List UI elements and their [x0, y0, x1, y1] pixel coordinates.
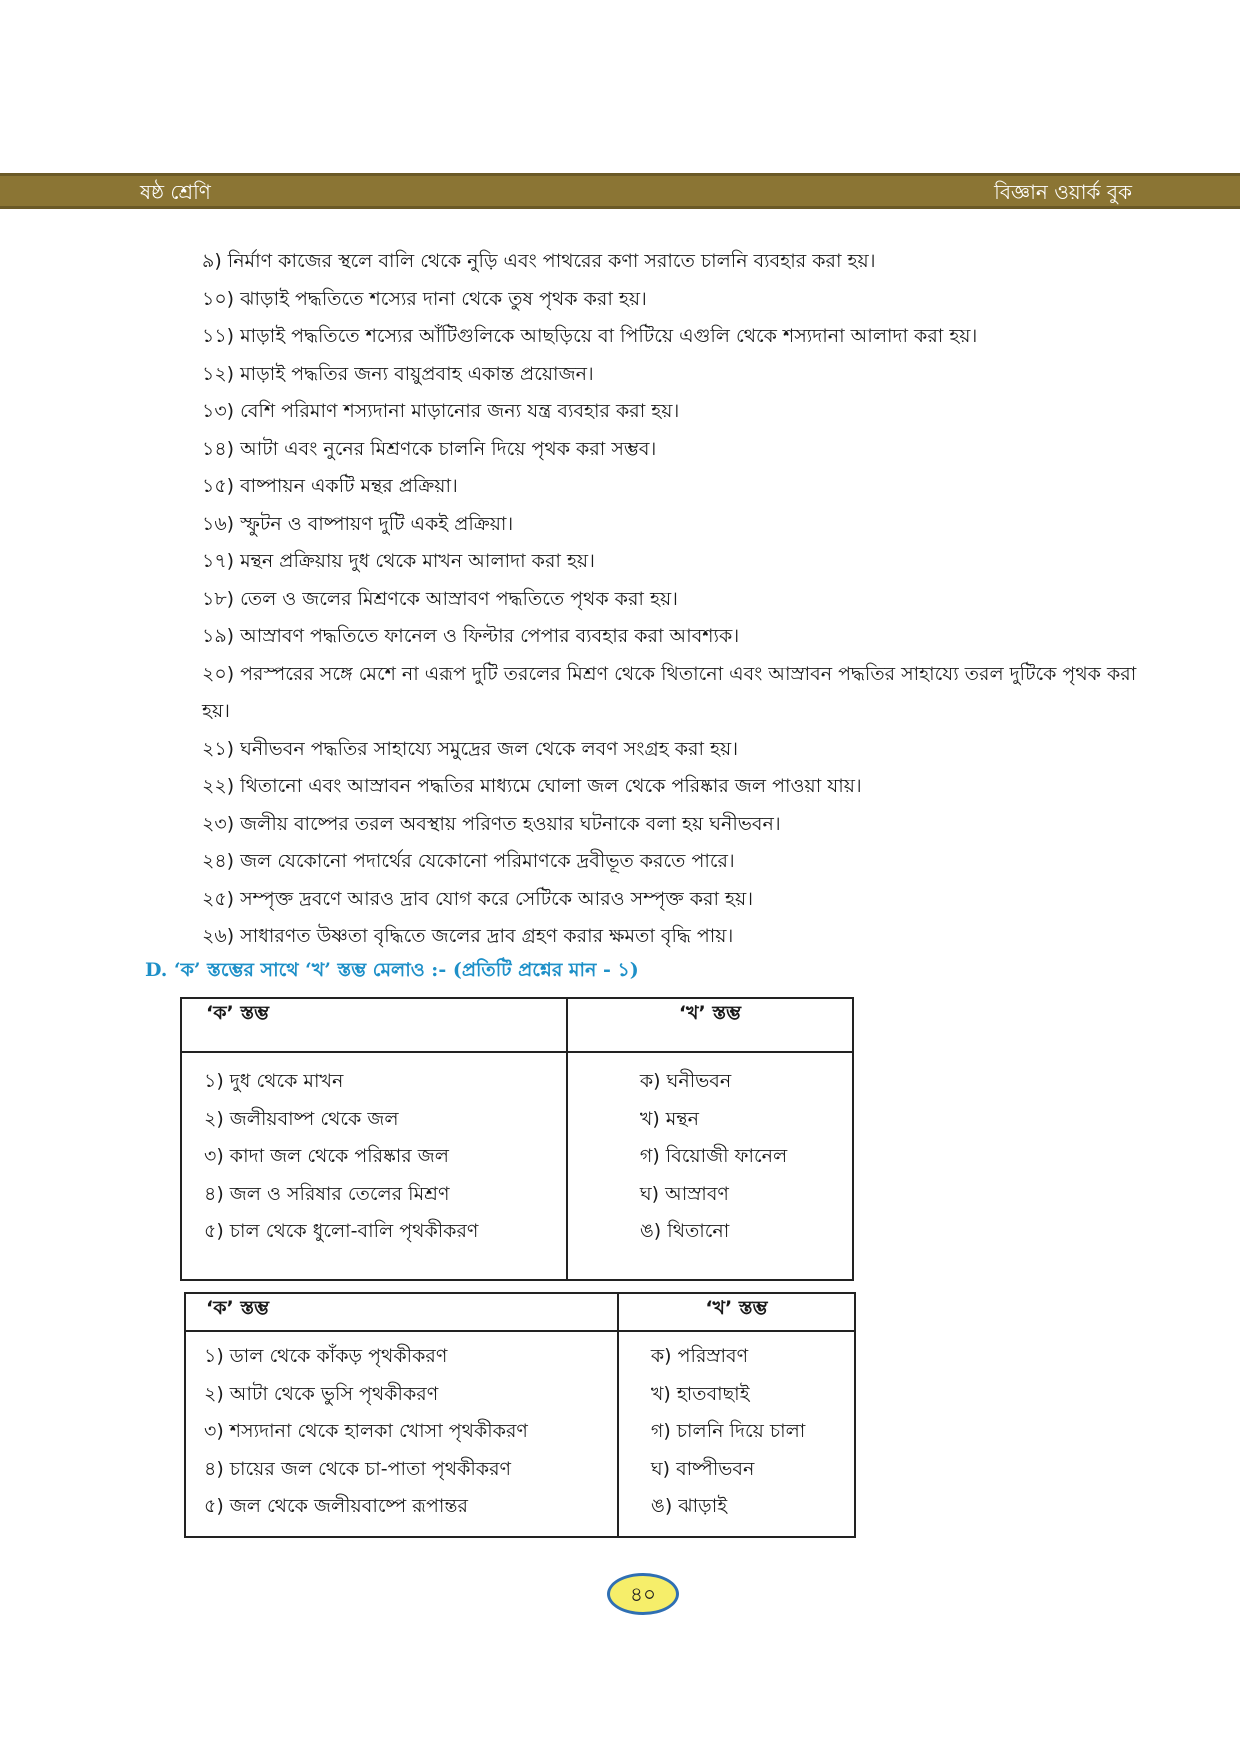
- statement-item: ২৬) সাধারণত উষ্ণতা বৃদ্ধিতে জলের দ্রাব গ্রহণ করার ক্ষমতা বৃদ্ধি পায়।: [202, 925, 734, 947]
- statement-item: ১৬) স্ফুটন ও বাষ্পায়ণ দুটি একই প্রক্রিয়া।: [202, 512, 514, 535]
- match-table-1: [180, 997, 854, 1281]
- statement-item: ২৫) সম্পৃক্ত দ্রবণে আরও দ্রাব যোগ করে সেটিকে আরও সম্পৃক্ত করা হয়।: [202, 887, 753, 910]
- column-b-item: ঘ) আস্রাবণ: [639, 1182, 729, 1205]
- column-b-item: ঘ) বাষ্পীভবন: [650, 1457, 755, 1480]
- column-a-item: ১) ডাল থেকে কাঁকড় পৃথকীকরণ: [204, 1345, 448, 1367]
- statement-item: ২৪) জল যেকোনো পদার্থের যেকোনো পরিমাণকে দ্রবীভূত করতে পারে।: [202, 850, 735, 872]
- header-band: [0, 173, 1240, 209]
- column-a-item: ৪) জল ও সরিষার তেলের মিশ্রণ: [204, 1182, 450, 1205]
- statement-item: ২২) থিতানো এবং আস্রাবন পদ্ধতির মাধ্যমে ঘোলা জল থেকে পরিষ্কার জল পাওয়া যায়।: [202, 775, 862, 797]
- statement-item: ১৩) বেশি পরিমাণ শস্যদানা মাড়ানোর জন্য যন্ত্র ব্যবহার করা হয়।: [202, 400, 680, 422]
- match-table-2: [184, 1292, 856, 1538]
- column-b-item: গ) চালনি দিয়ে চালা: [650, 1420, 806, 1442]
- statement-item: ১৯) আস্রাবণ পদ্ধতিতে ফানেল ও ফিল্টার পেপার ব্যবহার করা আবশ্যক।: [202, 625, 740, 647]
- statement-item: ১০) ঝাড়াই পদ্ধতিতে শস্যের দানা থেকে তুষ পৃথক করা হয়।: [202, 287, 647, 310]
- statement-item: ১১) মাড়াই পদ্ধতিতে শস্যের আঁটিগুলিকে আছড়িয়ে বা পিটিয়ে এগুলি থেকে শস্যদানা আলাদা করা হয়।: [202, 325, 978, 347]
- statement-item: ১৫) বাষ্পায়ন একটি মন্থর প্রক্রিয়া।: [202, 475, 458, 497]
- statement-item: ১৭) মন্থন প্রক্রিয়ায় দুধ থেকে মাখন আলাদা করা হয়।: [202, 550, 595, 572]
- statement-item: ১২) মাড়াই পদ্ধতির জন্য বায়ুপ্রবাহ একান্ত প্রয়োজন।: [202, 362, 594, 385]
- column-a-item: ২) জলীয়বাষ্প থেকে জল: [204, 1107, 399, 1130]
- column-b-cell: [567, 1052, 853, 1280]
- column-b-item: ক) ঘনীভবন: [639, 1070, 732, 1092]
- column-a-header: ‘ক’ স্তম্ভ: [181, 998, 567, 1052]
- statement-item: ১৮) তেল ও জলের মিশ্রণকে আস্রাবণ পদ্ধতিতে পৃথক করা হয়।: [202, 587, 678, 610]
- column-a-cell: [181, 1052, 567, 1280]
- column-a-item: ৪) চায়ের জল থেকে চা-পাতা পৃথকীকরণ: [204, 1457, 512, 1480]
- column-b-header: ‘খ’ স্তম্ভ: [618, 1293, 855, 1331]
- class-label: ষষ্ঠ শ্রেণি: [140, 180, 211, 204]
- column-b-header: ‘খ’ স্তম্ভ: [567, 998, 853, 1052]
- column-b-item: ঙ) ঝাড়াই: [650, 1495, 728, 1517]
- column-a-item: ৫) জল থেকে জলীয়বাষ্পে রূপান্তর: [204, 1495, 468, 1517]
- column-b-item: ক) পরিস্রাবণ: [650, 1345, 749, 1367]
- column-a-item: ১) দুধ থেকে মাখন: [204, 1070, 344, 1092]
- column-a-item: ৩) শস্যদানা থেকে হালকা খোসা পৃথকীকরণ: [204, 1420, 528, 1442]
- column-a-item: ৩) কাদা জল থেকে পরিষ্কার জল: [204, 1145, 449, 1167]
- column-b-item: ঙ) থিতানো: [639, 1220, 730, 1242]
- statement-item: ২১) ঘনীভবন পদ্ধতির সাহায্যে সমুদ্রের জল থেকে লবণ সংগ্রহ করা হয়।: [202, 737, 738, 760]
- column-b-item: গ) বিয়োজী ফানেল: [639, 1145, 788, 1167]
- column-b-item: খ) মন্থন: [639, 1107, 699, 1130]
- statement-item: ২৩) জলীয় বাষ্পের তরল অবস্থায় পরিণত হওয়ার ঘটনাকে বলা হয় ঘনীভবন।: [202, 812, 781, 835]
- column-b-cell: [618, 1331, 855, 1537]
- column-b-item: খ) হাতবাছাই: [650, 1382, 750, 1405]
- statement-item: ৯) নির্মাণ কাজের স্থলে বালি থেকে নুড়ি এবং পাথরের কণা সরাতে চালনি ব্যবহার করা হয়।: [202, 250, 876, 272]
- page-number-badge: ৪০: [607, 1573, 679, 1615]
- column-a-item: ৫) চাল থেকে ধুলো-বালি পৃথকীকরণ: [204, 1220, 479, 1242]
- column-a-item: ২) আটা থেকে ভুসি পৃথকীকরণ: [204, 1382, 439, 1405]
- section-d-heading: D. ‘ক’ স্তম্ভের সাথে ‘খ’ স্তম্ভ মেলাও :- (প্রতিটি প্রশ্নের মান - ১): [145, 959, 639, 981]
- book-title: বিজ্ঞান ওয়ার্ক বুক: [994, 180, 1132, 204]
- column-a-cell: [185, 1331, 618, 1537]
- statement-item: ২০) পরস্পরের সঙ্গে মেশে না এরূপ দুটি তরলের মিশ্রণ থেকে থিতানো এবং আস্রাবন পদ্ধতির সাহায্যে তরল দুটিকে পৃথক করা হয়।: [202, 662, 1137, 722]
- statement-item: ১৪) আটা এবং নুনের মিশ্রণকে চালনি দিয়ে পৃথক করা সম্ভব।: [202, 437, 657, 460]
- column-a-header: ‘ক’ স্তম্ভ: [185, 1293, 618, 1331]
- true-false-statements: [202, 243, 1142, 956]
